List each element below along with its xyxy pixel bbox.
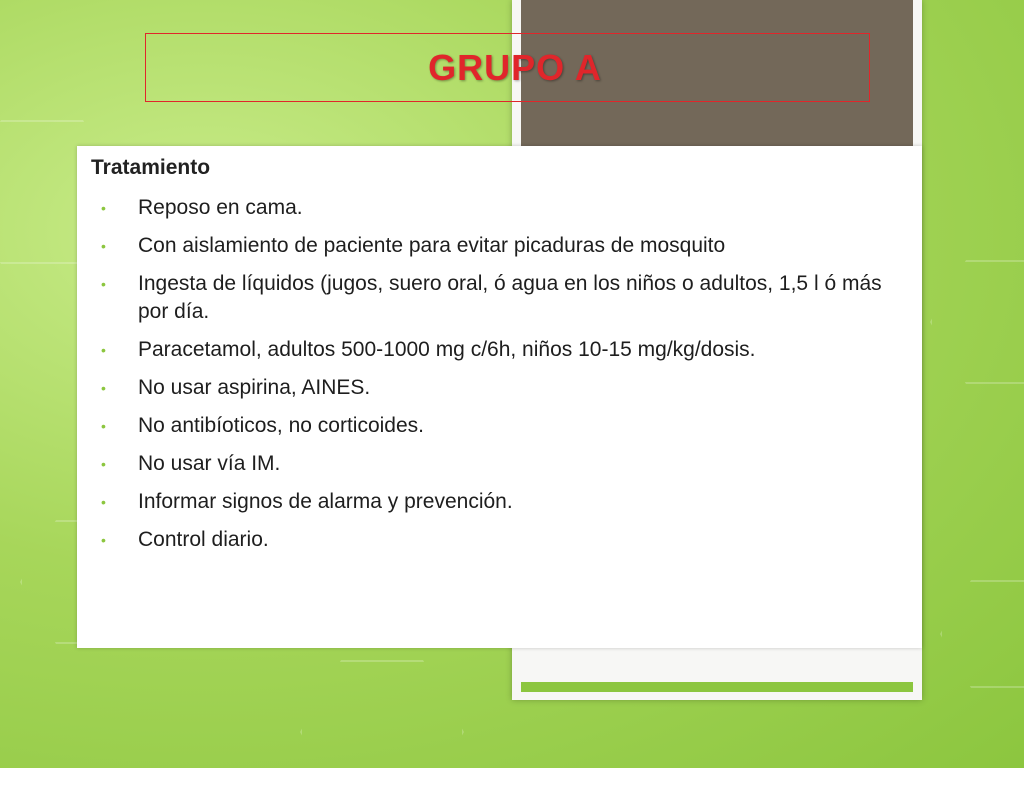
list-item-text: Ingesta de líquidos (jugos, suero oral, ó agua en los niños o adultos, 1,5 l ó más por día. (138, 272, 882, 323)
list-item-text: No usar aspirina, AINES. (138, 376, 371, 399)
bullet-icon: • (101, 200, 106, 216)
list-item-text: Informar signos de alarma y prevención. (138, 490, 513, 513)
treatment-list (91, 194, 904, 554)
list-item (91, 374, 904, 402)
bullet-icon: • (101, 494, 106, 510)
list-item (91, 526, 904, 554)
section-heading: Tratamiento (91, 156, 211, 179)
content-box (77, 146, 922, 648)
bullet-icon: • (101, 238, 106, 254)
title-box (145, 33, 870, 102)
list-item (91, 488, 904, 516)
bullet-icon: • (101, 532, 106, 548)
list-item-text: Paracetamol, adultos 500-1000 mg c/6h, niños 10-15 mg/kg/dosis. (138, 338, 756, 361)
slide-title: GRUPO A (428, 46, 602, 88)
list-item-text: Control diario. (138, 528, 269, 551)
list-item-text: No usar vía IM. (138, 452, 281, 475)
list-item (91, 336, 904, 364)
bullet-icon: • (101, 418, 106, 434)
bullet-icon: • (101, 380, 106, 396)
list-item (91, 412, 904, 440)
list-item-text: No antibíoticos, no corticoides. (138, 414, 424, 437)
list-item-text: Reposo en cama. (138, 196, 303, 219)
list-item (91, 450, 904, 478)
list-item (91, 194, 904, 222)
list-item-text: Con aislamiento de paciente para evitar picaduras de mosquito (138, 234, 726, 257)
bullet-icon: • (101, 276, 106, 292)
green-accent-bar (521, 682, 913, 692)
bullet-icon: • (101, 456, 106, 472)
bullet-icon: • (101, 342, 106, 358)
list-item (91, 270, 904, 326)
list-item (91, 232, 904, 260)
